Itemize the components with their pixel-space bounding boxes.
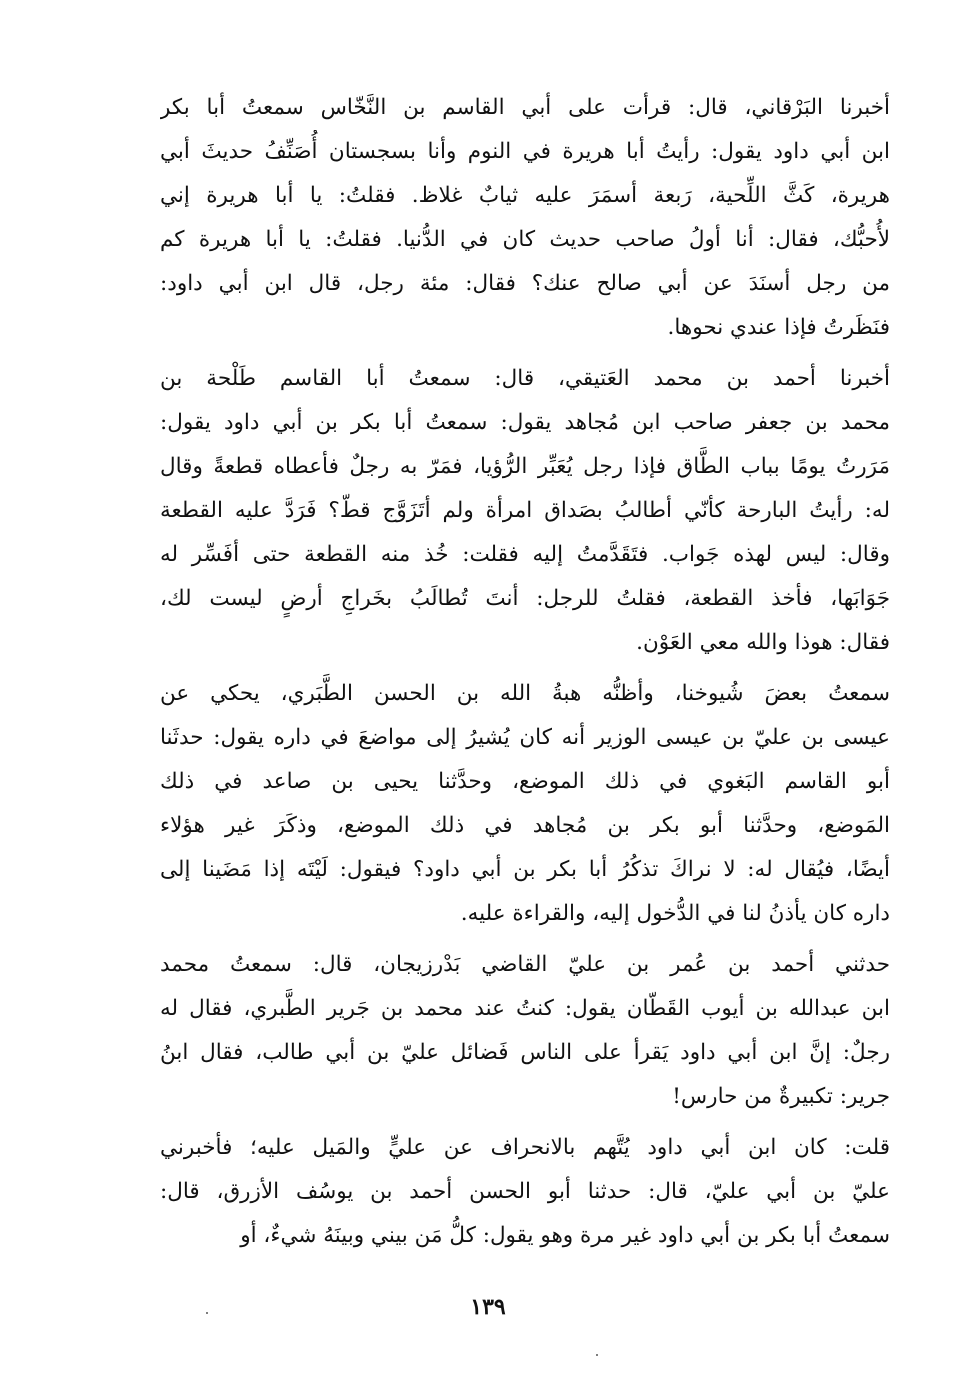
text-line: مَرَرتُ يومًا بباب الطَّاق فإذا رجل يُعَبِّر الرُّؤيا، فمَرّ به رجلٌ فأعطاه قطعةً وقال (160, 454, 890, 479)
text-line: أبو القاسم البَغوي في ذلك الموضع، وحدَّثنا يحيى بن صاعد في ذلك (160, 769, 890, 794)
text-line: أيضًا، فيُقال له: لا نراكَ تذكُرُ أبا بكر بن أبي داود؟ فيقول: لَيْتَه إذا مَضَينا إلى (160, 857, 890, 882)
text-line: محمد بن جعفر صاحب ابن مُجاهد يقول: سمعتُ أبا بكر بن أبي داود يقول: (160, 410, 890, 435)
text-line: المَوضع، وحدَّثنا أبو بكر بن مُجاهد في ذلك الموضع، وذكَرَ غير هؤلاء (160, 813, 890, 838)
text-line: من رجل أسنَدَ عن أبي صالح عنك؟ فقال: مئة رجل، قال ابن أبي داود: (160, 271, 890, 296)
text-line: داره كان يأذنُ لنا في الدُّخول إليه، والقراءة عليه. (460, 901, 890, 926)
text-line: جرير: تكبيرةٌ من حارس! (672, 1084, 890, 1109)
body-text (160, 86, 890, 1265)
text-line: له: رأيتُ البارحة كأنّي أطالبُ بصَداق امرأة ولم أتَزَوَّج قطّ؟ فَرَدَّ عليه القطعة (160, 498, 890, 523)
text-line: أخبرنا أحمد بن محمد العَتيقي، قال: سمعتُ أبا القاسم طَلْحة بن (160, 366, 890, 391)
text-line: هريرة، كَثَّ اللِّحية، رَبعة أسمَرَ عليه ثيابٌ غلاظ. فقلتُ: يا أبا هريرة إني (160, 183, 890, 208)
scan-speck (596, 1354, 598, 1356)
paragraph (160, 357, 890, 665)
text-line: ابن أبي داود يقول: رأيتُ أبا هريرة في النوم وأنا بسجستان أُصَنِّفُ حديثَ أبي (160, 139, 890, 164)
text-line: ابن عبدالله بن أيوب القَطّان يقول: كنتُ عند محمد بن جَرير الطَّبري، فقال له (160, 996, 890, 1021)
text-line: فقال: هوذا والله معي العَوْن. (636, 630, 890, 655)
text-line: سمعتُ أبا بكر بن أبي داود غير مرة وهو يقول: كلُّ مَن بيني وبينَهُ شيءٌ، أو (240, 1223, 890, 1248)
text-line: رجلٌ: إنَّ ابن أبي داود يَقرأ على الناس فَضائل عليّ بن أبي طالب، فقال ابنُ (160, 1040, 890, 1065)
paragraph (160, 1126, 890, 1258)
scan-speck (206, 1312, 208, 1314)
text-line: لأُحبُّك، فقال: أنا أولُ صاحب حديث كان في الدُّنيا. فقلتُ: يا أبا هريرة كم (160, 227, 890, 252)
text-line: وقال: ليس لهذه جَواب. فتَقَدَّمتُ إليه فقلت: خُذ منه القطعة حتى أفَسِّر له (160, 542, 890, 567)
page-number: ١٣٩ (470, 1294, 506, 1320)
text-line: جَوَابَها، فأخذ القطعة، فقلتُ للرجل: أنتَ تُطالَبُ بخَراجِ أرضٍ ليست لك، (160, 586, 890, 611)
text-line: حدثني أحمد بن عُمر بن عليّ القاضي بَدْرزيجان، قال: سمعتُ محمد (160, 952, 890, 977)
text-line: عليّ بن أبي عليّ، قال: حدثنا أبو الحسن أحمد بن يوسُف الأزرق، قال: (160, 1179, 890, 1204)
text-line: عيسى بن عليّ بن عيسى الوزير أنه كان يُشيرُ إلى مواضعَ في داره يقول: حدثَنا (160, 725, 890, 750)
paragraph (160, 86, 890, 350)
text-line: أخبرنا البَرْقاني، قال: قرأت على أبي القاسم بن النَّخّاس سمعتُ أبا بكر (160, 95, 890, 120)
text-line: قلت: كان ابن أبي داود يُتَّهم بالانحراف عن عليٍّ والمَيل عليه؛ فأخبرني (160, 1135, 890, 1160)
text-line: سمعتُ بعضَ شُيوخنا، وأظنُّه هبةُ الله بن الحسن الطَّبَري، يحكي عن (160, 681, 890, 706)
paragraph (160, 943, 890, 1119)
text-line: فنَظَرتُ فإذا عندي نحوها. (667, 315, 890, 340)
paragraph (160, 672, 890, 936)
